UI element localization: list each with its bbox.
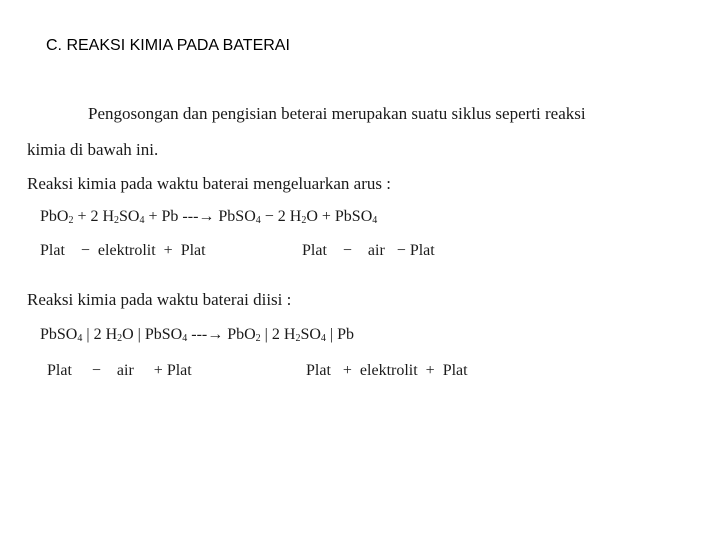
- charge-equation-right: PbO$_2$ | 2 $H_2SO_4$ | Pb: [223, 326, 354, 344]
- discharge-labels-left: Plat − elektrolit + Plat: [40, 242, 206, 259]
- charge-equation-left: PbSO$_4$ | 2 $H_2O$ | PbSO$_4$ ---: [40, 326, 208, 344]
- discharge-title: Reaksi kimia pada waktu baterai mengeluarkan arus :: [27, 174, 391, 193]
- discharge-equation-right: PbSO$_4$ − 2 $H_2O$ + PbSO$_4$: [214, 208, 378, 226]
- discharge-equation: [40, 208, 377, 226]
- charge-labels-left: Plat − air + Plat: [47, 362, 192, 379]
- arrow-right-icon: →: [207, 326, 224, 343]
- intro-line-1: Pengosongan dan pengisian beterai merupakan suatu siklus seperti reaksi: [88, 104, 586, 123]
- discharge-labels-right: Plat − air − Plat: [302, 242, 435, 259]
- charge-title: Reaksi kimia pada waktu baterai diisi :: [27, 290, 292, 309]
- intro-line-2: kimia di bawah ini.: [27, 140, 159, 159]
- charge-equation: [40, 326, 354, 344]
- page-heading: C. REAKSI KIMIA PADA BATERAI: [46, 37, 290, 54]
- discharge-equation-left: PbO$_2$ + 2 $H_2SO_4 + Pb$ ---: [40, 208, 199, 226]
- charge-labels-right: Plat + elektrolit + Plat: [306, 362, 468, 379]
- arrow-right-icon: →: [198, 208, 215, 225]
